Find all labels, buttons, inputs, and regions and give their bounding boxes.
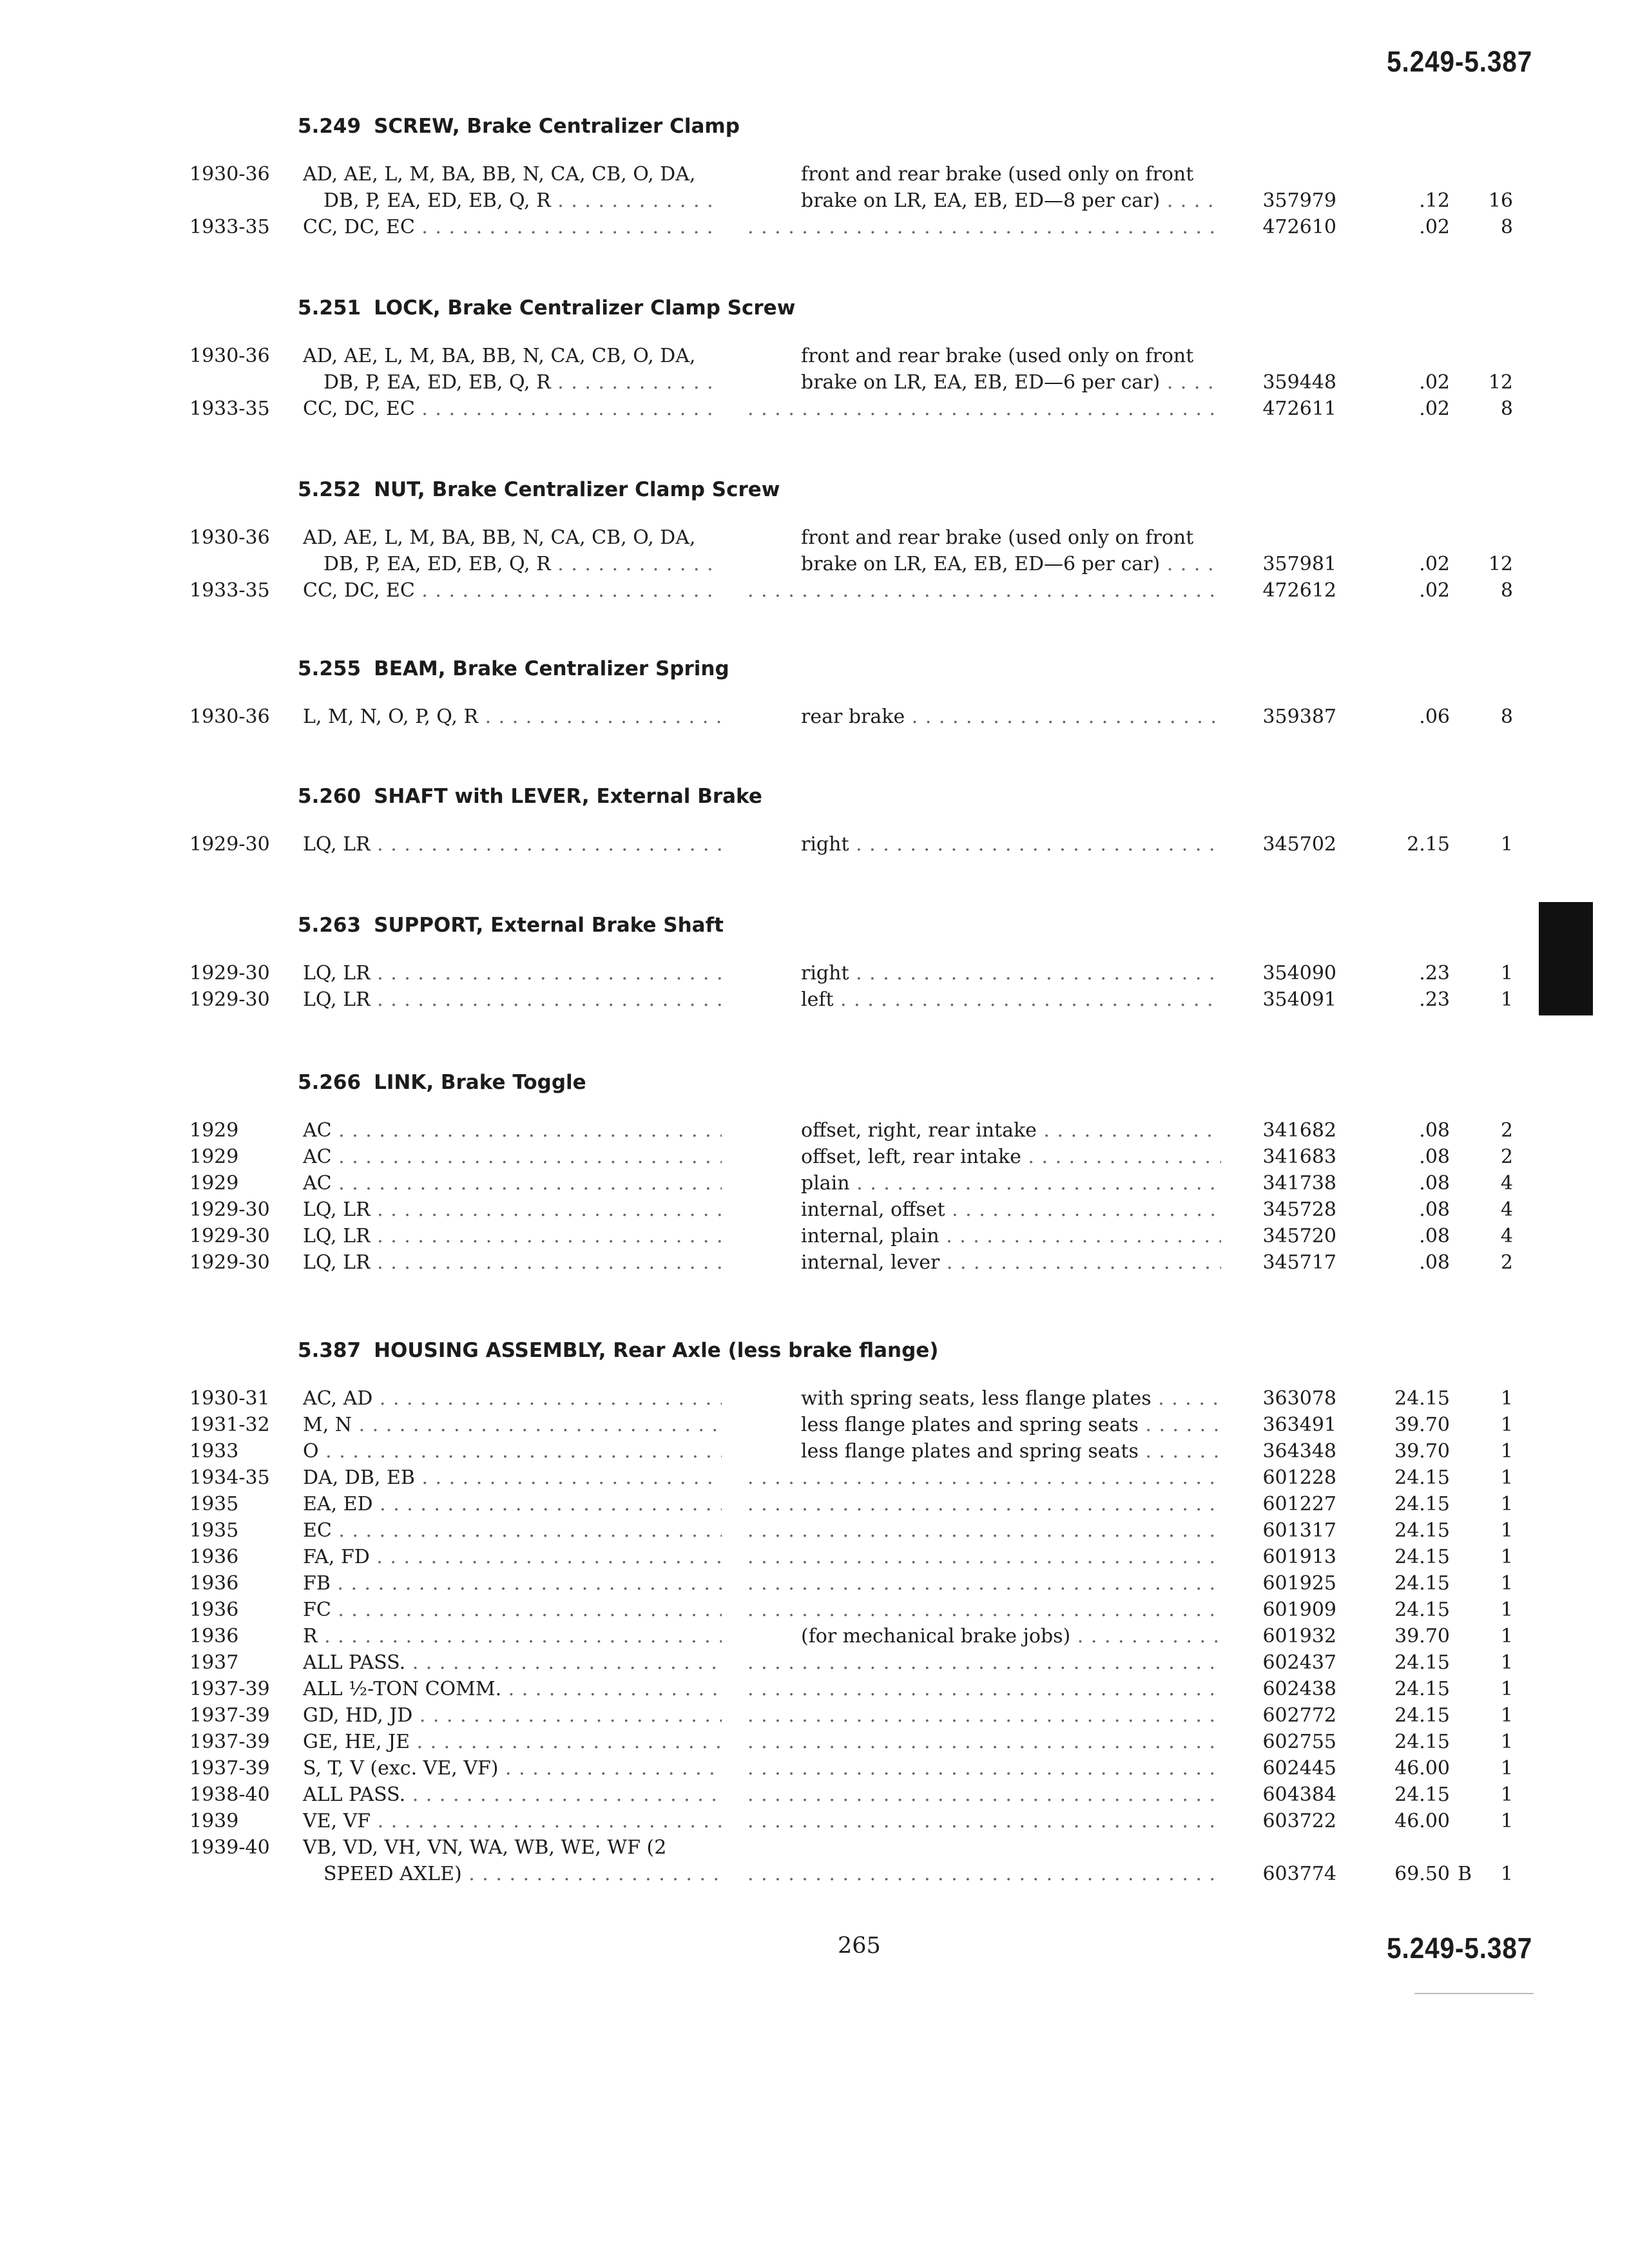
part-number-cell: 345717	[1262, 1251, 1336, 1274]
description-cell: with spring seats, less flange plates . . .	[801, 1385, 1221, 1412]
table-row	[0, 1649, 1629, 1676]
section-heading	[298, 296, 795, 320]
year-cell: 1935	[189, 1493, 239, 1515]
table-row	[0, 1117, 1629, 1144]
price-cell: 46.00	[1394, 1810, 1450, 1832]
year-cell: 1930-36	[189, 345, 270, 367]
price-cell: 24.15	[1394, 1731, 1450, 1753]
price-cell: 24.15	[1394, 1678, 1450, 1700]
table-row	[0, 1782, 1629, 1808]
quantity-cell: 1	[1500, 988, 1513, 1011]
price-cell: .08	[1419, 1146, 1450, 1168]
section-heading	[298, 1339, 938, 1362]
description-cell: less flange plates and spring seats . . .	[801, 1438, 1221, 1465]
year-cell: 1929-30	[189, 988, 270, 1011]
description-cell: internal, lever . . .	[801, 1249, 1221, 1276]
price-cell: 69.50	[1394, 1863, 1450, 1885]
quantity-cell: 1	[1500, 1863, 1513, 1885]
section-title: SUPPORT, External Brake Shaft	[374, 914, 724, 937]
quantity-cell: 1	[1500, 1731, 1513, 1753]
table-row	[0, 986, 1629, 1013]
parts-table	[0, 1117, 1629, 1276]
table-row	[0, 214, 1629, 240]
models-cell: DA, DB, EB . . .	[303, 1465, 722, 1491]
quantity-cell: 4	[1500, 1225, 1513, 1247]
dot-leader	[747, 1491, 1221, 1517]
section-number: 5.249	[298, 115, 361, 138]
models-cell: LQ, LR . . .	[303, 1223, 722, 1249]
quantity-cell: 4	[1500, 1172, 1513, 1195]
table-row	[0, 704, 1629, 730]
year-cell: 1930-31	[189, 1387, 270, 1410]
models-cell: AC . . .	[303, 1170, 722, 1196]
year-cell: 1931-32	[189, 1414, 270, 1436]
table-row	[0, 1223, 1629, 1249]
section-title: SCREW, Brake Centralizer Clamp	[374, 115, 740, 138]
part-number-cell: 602772	[1262, 1704, 1336, 1727]
year-cell: 1929	[189, 1146, 239, 1168]
quantity-cell: 1	[1500, 1440, 1513, 1463]
section-number: 5.387	[298, 1339, 361, 1362]
description-cell: (for mechanical brake jobs) . . .	[801, 1623, 1221, 1649]
quantity-cell: 1	[1500, 962, 1513, 985]
year-cell: 1929-30	[189, 1251, 270, 1274]
quantity-cell: 8	[1500, 706, 1513, 728]
models-cell: ALL PASS. . . .	[303, 1649, 722, 1676]
price-cell: 2.15	[1407, 833, 1450, 856]
price-cell: .06	[1419, 706, 1450, 728]
year-cell: 1936	[189, 1599, 239, 1621]
description-cell: less flange plates and spring seats . . .	[801, 1412, 1221, 1438]
year-cell: 1933-35	[189, 216, 270, 238]
quantity-cell: 1	[1500, 1466, 1513, 1489]
models-cell: ALL PASS. . . .	[303, 1782, 722, 1808]
parts-table	[0, 831, 1629, 858]
section-title: LINK, Brake Toggle	[374, 1071, 586, 1094]
part-number-cell: 472610	[1262, 216, 1336, 238]
section-heading	[298, 785, 762, 808]
table-row	[0, 1144, 1629, 1170]
year-cell: 1936	[189, 1625, 239, 1648]
dot-leader	[747, 1517, 1221, 1544]
part-number-cell: 602438	[1262, 1678, 1336, 1700]
description-cell: front and rear brake (used only on front	[801, 345, 1194, 367]
parts-table	[0, 524, 1629, 604]
table-row	[0, 1702, 1629, 1729]
year-cell: 1933	[189, 1440, 239, 1463]
description-cell: left . . .	[801, 986, 1221, 1013]
dot-leader	[747, 1649, 1221, 1676]
dot-leader	[747, 396, 1221, 422]
description-cell: front and rear brake (used only on front	[801, 163, 1194, 186]
section-number: 5.251	[298, 296, 361, 320]
part-number-cell: 345702	[1262, 833, 1336, 856]
quantity-cell: 8	[1500, 216, 1513, 238]
parts-table	[0, 343, 1629, 422]
part-number-cell: 603774	[1262, 1863, 1336, 1885]
table-row	[0, 1385, 1629, 1412]
section-title: BEAM, Brake Centralizer Spring	[374, 657, 729, 680]
section-title: LOCK, Brake Centralizer Clamp Screw	[374, 296, 796, 320]
table-row	[0, 577, 1629, 604]
quantity-cell: 1	[1500, 1572, 1513, 1595]
quantity-cell: 1	[1500, 1493, 1513, 1515]
table-row	[0, 1412, 1629, 1438]
year-cell: 1929-30	[189, 1225, 270, 1247]
price-cell: 24.15	[1394, 1704, 1450, 1727]
price-cell: .08	[1419, 1198, 1450, 1221]
part-number-cell: 602445	[1262, 1757, 1336, 1780]
models-cell: GD, HD, JD . . .	[303, 1702, 722, 1729]
models-cell: LQ, LR . . .	[303, 1196, 722, 1223]
models-cell-continued: SPEED AXLE) . . .	[323, 1861, 722, 1887]
dot-leader	[747, 1597, 1221, 1623]
dot-leader	[747, 1782, 1221, 1808]
dot-leader	[747, 1861, 1221, 1887]
table-row	[0, 161, 1629, 214]
models-cell: S, T, V (exc. VE, VF) . . .	[303, 1755, 722, 1782]
parts-table	[0, 960, 1629, 1013]
price-cell: 24.15	[1394, 1493, 1450, 1515]
models-cell: AD, AE, L, M, BA, BB, N, CA, CB, O, DA,	[303, 345, 696, 367]
part-number-cell: 354090	[1262, 962, 1336, 985]
dot-leader	[747, 577, 1221, 604]
year-cell: 1939	[189, 1810, 239, 1832]
models-cell: EC . . .	[303, 1517, 722, 1544]
scan-mark	[1414, 1993, 1534, 1994]
price-cell: 24.15	[1394, 1466, 1450, 1489]
year-cell: 1936	[189, 1546, 239, 1568]
part-number-cell: 363078	[1262, 1387, 1336, 1410]
table-row	[0, 1808, 1629, 1834]
price-cell: .08	[1419, 1119, 1450, 1142]
models-cell: FA, FD . . .	[303, 1544, 722, 1570]
page-code-header: 5.249-5.387	[1386, 45, 1532, 78]
dot-leader	[747, 1676, 1221, 1702]
models-cell: LQ, LR . . .	[303, 1249, 722, 1276]
table-row	[0, 1755, 1629, 1782]
part-number-cell: 601227	[1262, 1493, 1336, 1515]
quantity-cell: 2	[1500, 1146, 1513, 1168]
part-number-cell: 472612	[1262, 579, 1336, 602]
year-cell: 1934-35	[189, 1466, 270, 1489]
models-cell: AD, AE, L, M, BA, BB, N, CA, CB, O, DA,	[303, 163, 696, 186]
quantity-cell: 1	[1500, 1783, 1513, 1806]
price-cell: 24.15	[1394, 1519, 1450, 1542]
models-cell: AC . . .	[303, 1144, 722, 1170]
year-cell: 1929-30	[189, 833, 270, 856]
quantity-cell: 1	[1500, 1546, 1513, 1568]
year-cell: 1933-35	[189, 398, 270, 420]
description-cell: front and rear brake (used only on front	[801, 526, 1194, 549]
year-cell: 1929	[189, 1172, 239, 1195]
price-cell: .08	[1419, 1172, 1450, 1195]
price-cell: 24.15	[1394, 1387, 1450, 1410]
table-row	[0, 343, 1629, 396]
part-number-cell: 602437	[1262, 1651, 1336, 1674]
part-number-cell: 601228	[1262, 1466, 1336, 1489]
part-number-cell: 601925	[1262, 1572, 1336, 1595]
dot-leader	[747, 1729, 1221, 1755]
models-cell: CC, DC, EC . . .	[303, 396, 722, 422]
table-row	[0, 1729, 1629, 1755]
section-title: SHAFT with LEVER, External Brake	[374, 785, 762, 808]
quantity-cell: 4	[1500, 1198, 1513, 1221]
part-number-cell: 341682	[1262, 1119, 1336, 1142]
models-cell: VB, VD, VH, VN, WA, WB, WE, WF (2	[303, 1836, 667, 1859]
part-number-cell: 601317	[1262, 1519, 1336, 1542]
year-cell: 1930-36	[189, 526, 270, 549]
quantity-cell: 1	[1500, 833, 1513, 856]
table-row	[0, 1465, 1629, 1491]
price-cell: 24.15	[1394, 1599, 1450, 1621]
price-cell: .02	[1419, 553, 1450, 575]
quantity-cell: 12	[1488, 553, 1513, 575]
quantity-cell: 12	[1488, 371, 1513, 394]
table-row	[0, 396, 1629, 422]
price-cell: 39.70	[1394, 1625, 1450, 1648]
part-number-cell: 359387	[1262, 706, 1336, 728]
models-cell: LQ, LR . . .	[303, 960, 722, 986]
models-cell: GE, HE, JE . . .	[303, 1729, 722, 1755]
description-cell-continued: brake on LR, EA, EB, ED—6 per car) . . .	[801, 551, 1221, 577]
price-cell: 24.15	[1394, 1546, 1450, 1568]
table-row	[0, 1570, 1629, 1597]
section-number: 5.252	[298, 478, 361, 501]
dot-leader	[747, 1465, 1221, 1491]
part-number-cell: 341738	[1262, 1172, 1336, 1195]
description-cell-continued: brake on LR, EA, EB, ED—8 per car) . . .	[801, 187, 1221, 214]
models-cell: LQ, LR . . .	[303, 831, 722, 858]
description-cell: plain . . .	[801, 1170, 1221, 1196]
price-cell: .08	[1419, 1251, 1450, 1274]
models-cell: O . . .	[303, 1438, 722, 1465]
models-cell: FB . . .	[303, 1570, 722, 1597]
section-title: NUT, Brake Centralizer Clamp Screw	[374, 478, 780, 501]
section-number: 5.255	[298, 657, 361, 680]
models-cell-continued: DB, P, EA, ED, EB, Q, R . . .	[323, 187, 722, 214]
dot-leader	[747, 1544, 1221, 1570]
quantity-cell: 1	[1500, 1414, 1513, 1436]
price-cell: .02	[1419, 216, 1450, 238]
price-cell: .12	[1419, 189, 1450, 212]
models-cell: VE, VF . . .	[303, 1808, 722, 1834]
part-number-cell: 601913	[1262, 1546, 1336, 1568]
part-number-cell: 345728	[1262, 1198, 1336, 1221]
models-cell: CC, DC, EC . . .	[303, 577, 722, 604]
models-cell-continued: DB, P, EA, ED, EB, Q, R . . .	[323, 369, 722, 396]
quantity-cell: 16	[1488, 189, 1513, 212]
price-cell: 24.15	[1394, 1783, 1450, 1806]
part-number-cell: 601932	[1262, 1625, 1336, 1648]
year-cell: 1937-39	[189, 1704, 270, 1727]
page-code-footer: 5.249-5.387	[1386, 1932, 1532, 1965]
section-heading	[298, 1071, 586, 1094]
description-cell: right . . .	[801, 960, 1221, 986]
quantity-cell: 1	[1500, 1625, 1513, 1648]
price-cell: 24.15	[1394, 1651, 1450, 1674]
quantity-cell: 2	[1500, 1251, 1513, 1274]
year-cell: 1933-35	[189, 579, 270, 602]
models-cell: CC, DC, EC . . .	[303, 214, 722, 240]
quantity-cell: 8	[1500, 398, 1513, 420]
quantity-cell: 8	[1500, 579, 1513, 602]
models-cell: EA, ED . . .	[303, 1491, 722, 1517]
section-heading	[298, 478, 780, 501]
part-number-cell: 345720	[1262, 1225, 1336, 1247]
table-row	[0, 1544, 1629, 1570]
description-cell-continued: brake on LR, EA, EB, ED—6 per car) . . .	[801, 369, 1221, 396]
price-cell: .23	[1419, 962, 1450, 985]
part-number-cell: 601909	[1262, 1599, 1336, 1621]
table-row	[0, 524, 1629, 577]
price-cell: 24.15	[1394, 1572, 1450, 1595]
description-cell: right . . .	[801, 831, 1221, 858]
models-cell: AC, AD . . .	[303, 1385, 722, 1412]
year-cell: 1929-30	[189, 962, 270, 985]
dot-leader	[747, 1702, 1221, 1729]
models-cell: FC . . .	[303, 1597, 722, 1623]
year-cell: 1936	[189, 1572, 239, 1595]
year-cell: 1929	[189, 1119, 239, 1142]
part-number-cell: 357979	[1262, 189, 1336, 212]
table-row	[0, 1676, 1629, 1702]
section-heading	[298, 115, 740, 138]
year-cell: 1938-40	[189, 1783, 270, 1806]
year-cell: 1929-30	[189, 1198, 270, 1221]
table-row	[0, 1196, 1629, 1223]
part-number-cell: 341683	[1262, 1146, 1336, 1168]
section-number: 5.266	[298, 1071, 361, 1094]
table-row	[0, 1491, 1629, 1517]
price-cell: .08	[1419, 1225, 1450, 1247]
table-row	[0, 831, 1629, 858]
description-cell: internal, offset . . .	[801, 1196, 1221, 1223]
part-number-cell: 357981	[1262, 553, 1336, 575]
year-cell: 1939-40	[189, 1836, 270, 1859]
table-row	[0, 1249, 1629, 1276]
year-cell: 1935	[189, 1519, 239, 1542]
year-cell: 1930-36	[189, 706, 270, 728]
models-cell: R . . .	[303, 1623, 722, 1649]
table-row	[0, 1517, 1629, 1544]
price-cell: .02	[1419, 579, 1450, 602]
description-cell: offset, right, rear intake . . .	[801, 1117, 1221, 1144]
price-cell: 46.00	[1394, 1757, 1450, 1780]
models-cell-continued: DB, P, EA, ED, EB, Q, R . . .	[323, 551, 722, 577]
models-cell: AC . . .	[303, 1117, 722, 1144]
quantity-cell: 1	[1500, 1651, 1513, 1674]
flag-cell: B	[1458, 1863, 1472, 1885]
part-number-cell: 602755	[1262, 1731, 1336, 1753]
models-cell: L, M, N, O, P, Q, R . . .	[303, 704, 722, 730]
part-number-cell: 363491	[1262, 1414, 1336, 1436]
quantity-cell: 1	[1500, 1704, 1513, 1727]
part-number-cell: 603722	[1262, 1810, 1336, 1832]
quantity-cell: 2	[1500, 1119, 1513, 1142]
dot-leader	[747, 214, 1221, 240]
year-cell: 1930-36	[189, 163, 270, 186]
table-row	[0, 960, 1629, 986]
parts-table	[0, 704, 1629, 730]
quantity-cell: 1	[1500, 1519, 1513, 1542]
models-cell: M, N . . .	[303, 1412, 722, 1438]
models-cell: ALL ½-TON COMM. . . .	[303, 1676, 722, 1702]
dot-leader	[747, 1808, 1221, 1834]
year-cell: 1937-39	[189, 1757, 270, 1780]
description-cell: rear brake . . .	[801, 704, 1221, 730]
table-row	[0, 1623, 1629, 1649]
year-cell: 1937-39	[189, 1731, 270, 1753]
description-cell: offset, left, rear intake . . .	[801, 1144, 1221, 1170]
section-heading	[298, 657, 729, 680]
part-number-cell: 364348	[1262, 1440, 1336, 1463]
page-number: 265	[838, 1933, 881, 1959]
section-title: HOUSING ASSEMBLY, Rear Axle (less brake flange)	[374, 1339, 939, 1362]
section-number: 5.260	[298, 785, 361, 808]
table-row	[0, 1438, 1629, 1465]
parts-table	[0, 1385, 1629, 1887]
part-number-cell: 472611	[1262, 398, 1336, 420]
dot-leader	[747, 1755, 1221, 1782]
quantity-cell: 1	[1500, 1757, 1513, 1780]
quantity-cell: 1	[1500, 1810, 1513, 1832]
quantity-cell: 1	[1500, 1599, 1513, 1621]
price-cell: 39.70	[1394, 1414, 1450, 1436]
part-number-cell: 359448	[1262, 371, 1336, 394]
table-row	[0, 1170, 1629, 1196]
part-number-cell: 604384	[1262, 1783, 1336, 1806]
dot-leader	[747, 1570, 1221, 1597]
price-cell: 39.70	[1394, 1440, 1450, 1463]
section-number: 5.263	[298, 914, 361, 937]
price-cell: .02	[1419, 398, 1450, 420]
description-cell: internal, plain . . .	[801, 1223, 1221, 1249]
parts-table	[0, 161, 1629, 240]
year-cell: 1937	[189, 1651, 239, 1674]
table-row	[0, 1597, 1629, 1623]
quantity-cell: 1	[1500, 1678, 1513, 1700]
models-cell: LQ, LR . . .	[303, 986, 722, 1013]
models-cell: AD, AE, L, M, BA, BB, N, CA, CB, O, DA,	[303, 526, 696, 549]
price-cell: .02	[1419, 371, 1450, 394]
table-row	[0, 1834, 1629, 1887]
year-cell: 1937-39	[189, 1678, 270, 1700]
price-cell: .23	[1419, 988, 1450, 1011]
part-number-cell: 354091	[1262, 988, 1336, 1011]
quantity-cell: 1	[1500, 1387, 1513, 1410]
section-heading	[298, 914, 724, 937]
